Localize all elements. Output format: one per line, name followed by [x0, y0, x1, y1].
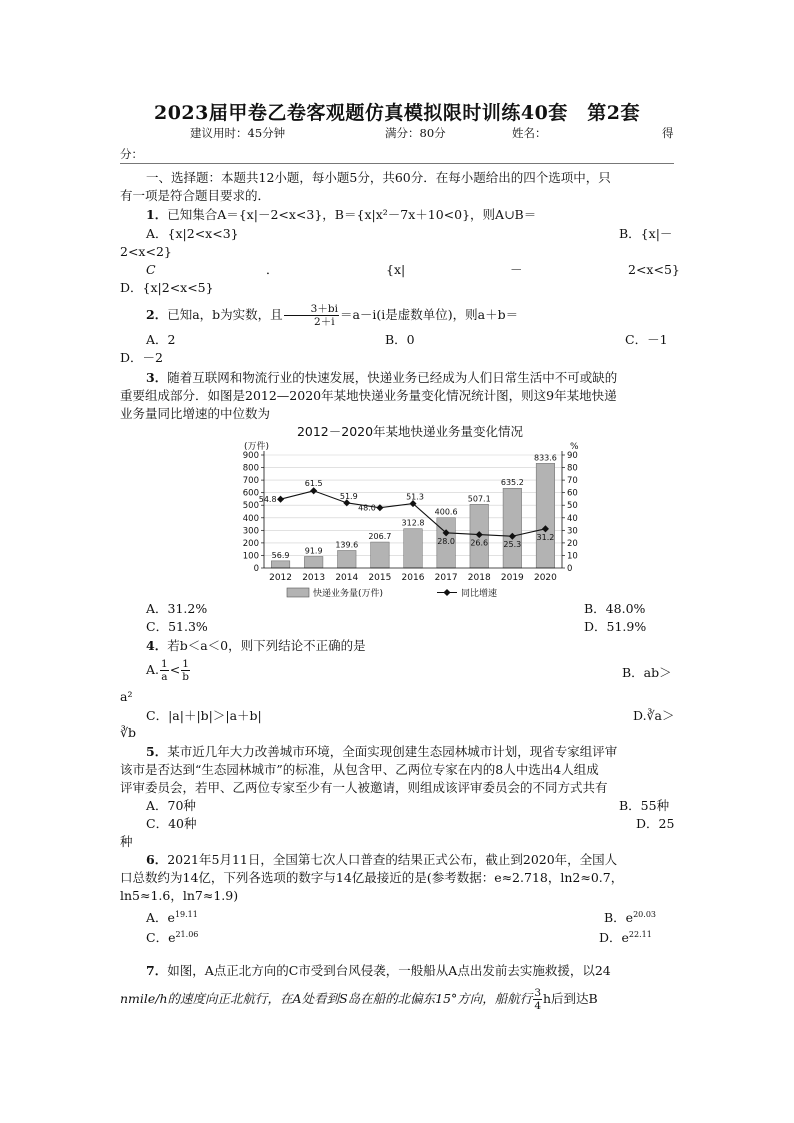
q5-text-line1: 某市近几年大力改善城市环境，全面实现创建生态园林城市计划，现省专家组评审	[167, 744, 618, 759]
x-tick-label: 2016	[401, 573, 425, 583]
q6-option-d-base: D．e	[599, 930, 629, 946]
q6-option-d-exp: 22.11	[628, 930, 652, 939]
q5-option-a: A．70种	[146, 798, 196, 813]
growth-rate-label: 26.6	[470, 538, 489, 548]
q4-stem	[120, 637, 675, 655]
q3-stem-line2: 重要组成部分．如图是2012—2020年某地快递业务量变化情况统计图，则这9年某地快递	[120, 388, 617, 403]
q7-fraction-num: 3	[534, 987, 541, 999]
y2-tick-label: 70	[567, 476, 578, 487]
q7-fraction	[533, 987, 542, 1012]
bar-value-label: 507.1	[467, 494, 491, 504]
q1-text: 已知集合A＝{x|－2<x<3}，B＝{x|x²－7x＋10<0}，则A∪B＝	[167, 207, 537, 222]
legend-bar-swatch	[287, 588, 309, 597]
q1-number: 1．	[146, 207, 168, 222]
x-tick-label: 2019	[500, 573, 524, 583]
q2-fraction-denominator: 2＋i	[314, 316, 335, 328]
y2-tick-label: 90	[567, 451, 578, 461]
q7-number: 7．	[146, 963, 168, 978]
q3-stem-line1	[120, 369, 675, 387]
x-tick-label: 2015	[368, 573, 392, 583]
growth-rate-point	[277, 496, 284, 503]
chart-bar	[503, 488, 522, 568]
q5-option-b: B．55种	[619, 798, 670, 813]
y2-tick-label: 50	[567, 501, 578, 512]
growth-rate-point	[310, 487, 317, 494]
chart-bar	[536, 463, 555, 568]
q7-text-line2a: nmile/h的速度向正北航行，在A处看到S岛在船的北偏东15°方向，船航行	[120, 991, 533, 1006]
q6-option-d	[599, 926, 652, 947]
header-divider	[120, 163, 674, 164]
q2-fraction	[284, 303, 339, 328]
q4-option-c: C．|a|＋|b|＞|a＋b|	[146, 708, 262, 723]
q6-option-c-base: C．e	[146, 930, 176, 946]
q2-number: 2．	[146, 307, 168, 322]
growth-rate-label: 51.9	[339, 491, 358, 501]
q6-option-a	[146, 906, 198, 927]
q4-frac-1b	[181, 658, 190, 683]
name-label: 姓名：	[512, 126, 547, 140]
q4-text: 若b＜a＜0，则下列结论不正确的是	[167, 638, 366, 653]
y2-tick-label: 0	[567, 564, 573, 574]
q7-stem-line2	[120, 985, 675, 1013]
express-chart	[232, 423, 592, 603]
q2-text-a: 已知a，b为实数，且	[167, 307, 283, 322]
chart-bar	[304, 556, 323, 568]
express-chart-svg	[232, 423, 592, 603]
q4-less-than: <	[169, 662, 181, 677]
q5-stem-line1	[120, 743, 675, 761]
q1-option-c-dot: ．	[266, 262, 279, 277]
x-tick-label: 2014	[335, 573, 359, 583]
q6-stem-line3: ln5≈1.6，ln7≈1.9)	[120, 888, 239, 903]
bar-value-label: 312.8	[401, 518, 425, 528]
chart-title: 2012－2020年某地快递业务量变化情况	[296, 424, 524, 439]
q2-text-b: ＝a－i(i是虚数单位)，则a＋b＝	[339, 307, 519, 322]
q3-option-c: C．51.3%	[146, 619, 208, 634]
chart-legend	[287, 587, 497, 599]
x-tick-label: 2020	[533, 573, 557, 583]
q4-option-a-label: A.	[146, 662, 160, 677]
q6-stem-line2: 口总数约为14亿，下列各选项的数字与14亿最接近的是(参考数据：e≈2.718，ln2≈0.7，	[120, 870, 624, 885]
q1-option-b: B．{x|－	[619, 226, 673, 241]
y-tick-label: 600	[242, 488, 259, 499]
q3-number: 3．	[146, 370, 168, 385]
q4-option-d-cont: ∛b	[120, 725, 136, 740]
y-tick-label: 700	[242, 476, 259, 487]
q4-frac-1b-num: 1	[182, 658, 189, 670]
chart-bar	[338, 550, 357, 568]
q7-stem-line1	[120, 962, 675, 980]
bar-value-label: 400.6	[434, 507, 458, 517]
y-tick-label: 900	[242, 451, 259, 461]
q6-number: 6．	[146, 852, 168, 867]
q5-option-d-cont: 种	[120, 834, 133, 849]
q1-option-c-minus: －	[510, 262, 523, 277]
x-tick-label: 2017	[434, 573, 458, 583]
x-tick-label: 2018	[467, 573, 491, 583]
q4-option-d: D.∛a＞	[633, 708, 675, 723]
y2-tick-label: 80	[567, 463, 578, 474]
q2-option-a: A．2	[146, 332, 176, 347]
q7-text-line2b: h后到达B	[543, 991, 598, 1006]
y-tick-label: 0	[253, 564, 259, 574]
q3-option-d: D．51.9%	[584, 619, 647, 634]
y-tick-label: 500	[242, 501, 259, 512]
page-title: 2023届甲卷乙卷客观题仿真模拟限时训练40套 第2套	[153, 102, 641, 124]
chart-bars	[271, 453, 557, 568]
q4-frac-1a-den: a	[161, 671, 168, 683]
legend-line-label: 同比增速	[461, 589, 498, 599]
q6-stem-line1	[120, 851, 675, 869]
growth-rate-label: 48.0	[358, 503, 376, 513]
y2-tick-label: 10	[567, 551, 578, 562]
q7-fraction-den: 4	[534, 1000, 541, 1012]
q4-frac-1a-num: 1	[161, 658, 168, 670]
q4-option-a	[146, 656, 191, 684]
q2-option-d: D．－2	[120, 350, 163, 365]
q4-option-b-cont: a²	[120, 689, 133, 704]
score-get-cont: 分：	[120, 147, 143, 161]
q6-option-c-exp: 21.06	[175, 930, 199, 939]
q1-option-b-cont: 2<x<2}	[120, 244, 172, 259]
chart-bar	[404, 529, 423, 568]
q6-option-c	[146, 926, 198, 947]
growth-rate-label: 28.0	[437, 536, 456, 546]
q7-text-line1: 如图，A点正北方向的C市受到台风侵袭，一般船从A点出发前去实施救援，以24	[167, 963, 611, 978]
x-tick-label: 2012	[269, 573, 293, 583]
growth-rate-label: 54.8	[258, 495, 277, 505]
q5-stem-line3: 评审委员会，若甲、乙两位专家至少有一人被邀请，则组成该评审委员会的不同方式共有	[120, 780, 608, 795]
q5-option-d: D．25	[636, 816, 675, 831]
q1-option-c: C	[146, 262, 156, 277]
growth-rate-label: 31.2	[536, 532, 555, 542]
q1-option-a: A．{x|2<x<3}	[146, 226, 239, 241]
bar-value-label: 206.7	[368, 532, 392, 542]
score-get-label: 得	[662, 126, 674, 140]
y-tick-label: 200	[242, 538, 259, 549]
section-intro-line1: 一、选择题：本题共12小题，每小题5分，共60分．在每小题给出的四个选项中，只	[146, 170, 611, 185]
growth-rate-label: 25.3	[503, 540, 522, 550]
q4-frac-1b-den: b	[182, 671, 189, 683]
bar-value-label: 56.9	[271, 550, 290, 560]
bar-value-label: 833.6	[533, 453, 557, 463]
chart-bar	[271, 561, 290, 568]
growth-rate-label: 61.5	[304, 478, 323, 488]
q1-option-c-set: {x|	[386, 262, 406, 277]
q2-option-c: C．－1	[625, 332, 668, 347]
legend-line-marker	[443, 589, 450, 596]
q6-option-a-exp: 19.11	[174, 910, 198, 919]
q4-number: 4．	[146, 638, 168, 653]
q6-option-b-exp: 20.03	[633, 910, 656, 919]
q6-option-b	[604, 906, 656, 927]
q2-fraction-numerator: 3＋bi	[284, 303, 339, 316]
q4-frac-1a	[160, 658, 169, 683]
q1-option-d: D．{x|2<x<5}	[120, 280, 214, 295]
q5-stem-line2: 该市是否达到“生态园林城市”的标准，从包含甲、乙两位专家在内的8人中选出4人组成	[120, 762, 599, 777]
score-label: 满分：80分	[385, 126, 446, 140]
q4-option-b: B．ab＞	[622, 665, 672, 680]
y-tick-label: 400	[242, 513, 259, 524]
chart-y-label: (万件)	[244, 442, 270, 452]
q1-stem	[120, 206, 675, 224]
q3-option-a: A．31.2%	[146, 601, 208, 616]
chart-y2-label: %	[570, 442, 579, 452]
bar-value-label: 139.6	[335, 540, 359, 550]
y-tick-label: 300	[242, 526, 259, 537]
y2-tick-label: 40	[567, 513, 578, 524]
time-label: 建议用时：45分钟	[190, 126, 286, 140]
q5-option-c: C．40种	[146, 816, 197, 831]
x-tick-label: 2013	[302, 573, 326, 583]
y-tick-label: 100	[242, 551, 259, 562]
q3-text-line1: 随着互联网和物流行业的快速发展，快递业务已经成为人们日常生活中不可或缺的	[167, 370, 618, 385]
y2-tick-label: 60	[567, 488, 578, 499]
q5-number: 5．	[146, 744, 168, 759]
bar-value-label: 91.9	[304, 546, 323, 556]
q2-option-b: B．0	[385, 332, 415, 347]
chart-bar	[371, 542, 390, 568]
q6-option-a-base: A．e	[146, 910, 175, 926]
legend-bar-label: 快递业务量(万件)	[313, 589, 384, 599]
q3-stem-line3: 业务量同比增速的中位数为	[120, 406, 271, 421]
q1-option-c-range: 2<x<5}	[628, 262, 680, 277]
section-intro-line2: 有一项是符合题目要求的．	[120, 188, 271, 203]
q3-option-b: B．48.0%	[584, 601, 646, 616]
y2-tick-label: 20	[567, 538, 578, 549]
q2-stem	[120, 302, 675, 328]
bar-value-label: 635.2	[500, 478, 524, 488]
q6-text-line1: 2021年5月11日，全国第七次人口普查的结果正式公布，截止到2020年，全国人	[167, 852, 618, 867]
growth-rate-label: 51.3	[406, 492, 424, 502]
y-tick-label: 800	[242, 463, 259, 474]
y2-tick-label: 30	[567, 526, 578, 537]
q6-option-b-base: B．e	[604, 910, 634, 926]
